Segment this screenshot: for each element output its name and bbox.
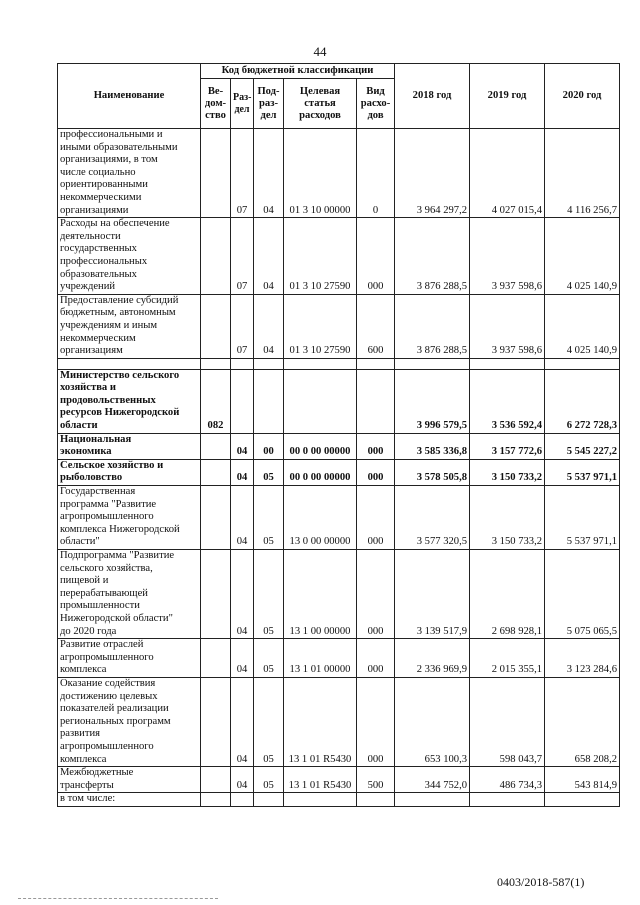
cell-target: 13 1 01 R5430: [284, 677, 357, 766]
cell-razdel: 04: [231, 639, 254, 678]
cell-name: Государственная программа "Развитие агропромышленного комплекса Нижегородской области": [58, 486, 201, 550]
cell-vedom: 082: [201, 369, 231, 433]
cell-razdel: 04: [231, 677, 254, 766]
spacer-cell: [545, 358, 620, 369]
cell-vid: 000: [357, 433, 395, 459]
cell-target: 01 3 10 27590: [284, 218, 357, 295]
cell-vedom: [201, 767, 231, 793]
cell-2019: [470, 793, 545, 807]
footer-rule: [18, 898, 218, 899]
spacer-row: [58, 358, 620, 369]
cell-target: [284, 793, 357, 807]
cell-target: 13 1 01 00000: [284, 639, 357, 678]
cell-vid: 600: [357, 294, 395, 358]
cell-2018: 2 336 969,9: [395, 639, 470, 678]
header-vedom: Ве- дом- ство: [201, 79, 231, 129]
table-row: [58, 486, 620, 550]
cell-target: 13 0 00 00000: [284, 486, 357, 550]
cell-podrazdel: 00: [254, 433, 284, 459]
budget-table: [57, 63, 620, 807]
cell-razdel: 04: [231, 486, 254, 550]
cell-podrazdel: 05: [254, 486, 284, 550]
table-row: [58, 793, 620, 807]
spacer-cell: [58, 358, 201, 369]
cell-vedom: [201, 218, 231, 295]
cell-2018: 344 752,0: [395, 767, 470, 793]
cell-2018: 3 996 579,5: [395, 369, 470, 433]
cell-2020: 5 537 971,1: [545, 459, 620, 485]
spacer-cell: [395, 358, 470, 369]
table-row: [58, 433, 620, 459]
header-vid: Вид расхо- дов: [357, 79, 395, 129]
cell-target: 00 0 00 00000: [284, 459, 357, 485]
cell-name: Национальная экономика: [58, 433, 201, 459]
cell-vid: 000: [357, 550, 395, 639]
cell-target: 13 1 01 R5430: [284, 767, 357, 793]
cell-name: профессиональными и иными образовательными организациями, в том числе социально ориентированными некоммерческими организациями: [58, 129, 201, 218]
cell-vedom: [201, 793, 231, 807]
cell-podrazdel: 05: [254, 550, 284, 639]
cell-2020: 6 272 728,3: [545, 369, 620, 433]
cell-2019: 486 734,3: [470, 767, 545, 793]
cell-2020: [545, 793, 620, 807]
page-number: 44: [313, 44, 327, 59]
cell-2018: 3 876 288,5: [395, 294, 470, 358]
cell-name: Расходы на обеспечение деятельности государственных профессиональных образовательных учреждений: [58, 218, 201, 295]
table-row: [58, 294, 620, 358]
cell-2018: 3 578 505,8: [395, 459, 470, 485]
cell-vedom: [201, 550, 231, 639]
cell-vid: 000: [357, 677, 395, 766]
cell-name: Оказание содействия достижению целевых показателей реализации региональных программ развития агропромышленного комплекса: [58, 677, 201, 766]
cell-2020: 543 814,9: [545, 767, 620, 793]
cell-podrazdel: 05: [254, 639, 284, 678]
cell-2019: 3 150 733,2: [470, 459, 545, 485]
table-row: [58, 677, 620, 766]
cell-name: в том числе:: [58, 793, 201, 807]
cell-razdel: [231, 369, 254, 433]
spacer-cell: [231, 358, 254, 369]
cell-target: 13 1 00 00000: [284, 550, 357, 639]
cell-2020: 5 545 227,2: [545, 433, 620, 459]
cell-vid: 000: [357, 486, 395, 550]
table-row: [58, 369, 620, 433]
cell-target: 01 3 10 27590: [284, 294, 357, 358]
spacer-cell: [284, 358, 357, 369]
cell-razdel: [231, 793, 254, 807]
cell-podrazdel: 05: [254, 459, 284, 485]
cell-2020: 4 025 140,9: [545, 294, 620, 358]
cell-2019: 3 937 598,6: [470, 218, 545, 295]
cell-2018: 3 139 517,9: [395, 550, 470, 639]
cell-2019: 2 698 928,1: [470, 550, 545, 639]
cell-razdel: 04: [231, 767, 254, 793]
cell-vedom: [201, 433, 231, 459]
cell-2019: 3 937 598,6: [470, 294, 545, 358]
table-row: [58, 459, 620, 485]
cell-target: [284, 369, 357, 433]
cell-vedom: [201, 677, 231, 766]
cell-2019: 3 536 592,4: [470, 369, 545, 433]
cell-razdel: 04: [231, 550, 254, 639]
cell-name: Подпрограмма "Развитие сельского хозяйства, пищевой и перерабатывающей промышленности Нижегородской области" до 2020 года: [58, 550, 201, 639]
cell-2020: 4 116 256,7: [545, 129, 620, 218]
cell-name: Министерство сельского хозяйства и продовольственных ресурсов Нижегородской области: [58, 369, 201, 433]
cell-2019: 4 027 015,4: [470, 129, 545, 218]
cell-name: Межбюджетные трансферты: [58, 767, 201, 793]
cell-vedom: [201, 639, 231, 678]
cell-name: Предоставление субсидий бюджетным, автономным учреждениям и иным некоммерческим организациям: [58, 294, 201, 358]
cell-podrazdel: 04: [254, 218, 284, 295]
cell-2018: 653 100,3: [395, 677, 470, 766]
cell-2020: 5 537 971,1: [545, 486, 620, 550]
cell-name: Развитие отраслей агропромышленного комплекса: [58, 639, 201, 678]
cell-vid: [357, 369, 395, 433]
table-row: [58, 767, 620, 793]
header-2020: 2020 год: [545, 64, 620, 129]
cell-vid: 000: [357, 459, 395, 485]
cell-podrazdel: [254, 793, 284, 807]
cell-2019: 598 043,7: [470, 677, 545, 766]
cell-2019: 2 015 355,1: [470, 639, 545, 678]
header-name: Наименование: [58, 64, 201, 129]
cell-vedom: [201, 294, 231, 358]
cell-target: 00 0 00 00000: [284, 433, 357, 459]
header-target: Целевая статья расходов: [284, 79, 357, 129]
header-razdel: Раз- дел: [231, 79, 254, 129]
cell-name: Сельское хозяйство и рыболовство: [58, 459, 201, 485]
cell-2018: 3 964 297,2: [395, 129, 470, 218]
spacer-cell: [254, 358, 284, 369]
cell-target: 01 3 10 00000: [284, 129, 357, 218]
cell-2018: 3 577 320,5: [395, 486, 470, 550]
cell-2020: 5 075 065,5: [545, 550, 620, 639]
cell-2019: 3 150 733,2: [470, 486, 545, 550]
table-row: [58, 129, 620, 218]
spacer-cell: [357, 358, 395, 369]
cell-vedom: [201, 129, 231, 218]
cell-podrazdel: 05: [254, 677, 284, 766]
table-row: [58, 550, 620, 639]
cell-razdel: 07: [231, 218, 254, 295]
cell-vedom: [201, 459, 231, 485]
cell-2018: 3 585 336,8: [395, 433, 470, 459]
cell-podrazdel: 05: [254, 767, 284, 793]
cell-razdel: 07: [231, 129, 254, 218]
cell-podrazdel: 04: [254, 129, 284, 218]
spacer-cell: [470, 358, 545, 369]
header-2018: 2018 год: [395, 64, 470, 129]
cell-podrazdel: [254, 369, 284, 433]
cell-vedom: [201, 486, 231, 550]
cell-2018: 3 876 288,5: [395, 218, 470, 295]
spacer-cell: [201, 358, 231, 369]
table-row: [58, 218, 620, 295]
document-code: 0403/2018-587(1): [497, 875, 585, 889]
cell-vid: 000: [357, 639, 395, 678]
cell-vid: [357, 793, 395, 807]
header-2019: 2019 год: [470, 64, 545, 129]
cell-razdel: 07: [231, 294, 254, 358]
cell-2018: [395, 793, 470, 807]
cell-vid: 000: [357, 218, 395, 295]
cell-2020: 4 025 140,9: [545, 218, 620, 295]
header-podrazdel: Под- раз- дел: [254, 79, 284, 129]
cell-razdel: 04: [231, 433, 254, 459]
cell-razdel: 04: [231, 459, 254, 485]
cell-2020: 3 123 284,6: [545, 639, 620, 678]
cell-podrazdel: 04: [254, 294, 284, 358]
cell-2019: 3 157 772,6: [470, 433, 545, 459]
table-body: [58, 129, 620, 807]
table-row: [58, 639, 620, 678]
header-classification-group: Код бюджетной классификации: [201, 64, 395, 79]
cell-vid: 0: [357, 129, 395, 218]
cell-vid: 500: [357, 767, 395, 793]
cell-2020: 658 208,2: [545, 677, 620, 766]
